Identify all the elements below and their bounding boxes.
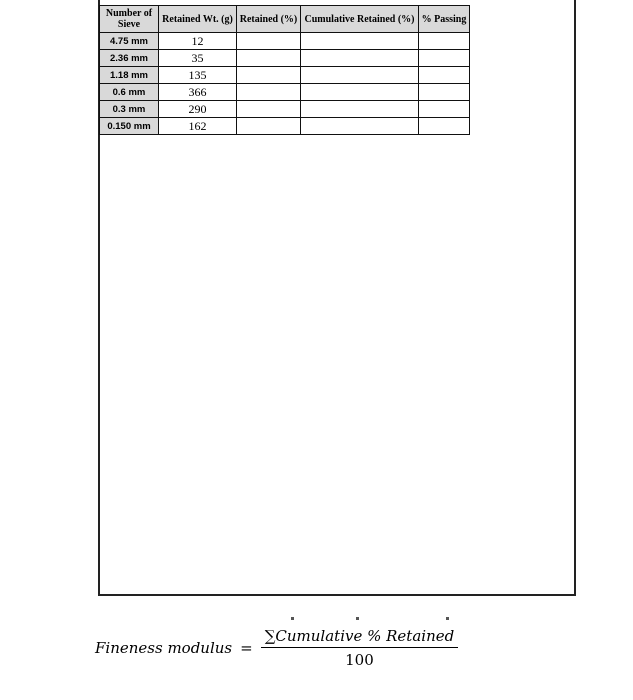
- formula-lhs: Fineness modulus: [95, 639, 233, 657]
- formula-fraction: [261, 627, 459, 669]
- sieve-size-cell: 4.75 mm: [100, 33, 159, 50]
- stray-mark: [446, 617, 449, 620]
- retained-wt-cell: 135: [159, 67, 237, 84]
- retained-percent-cell[interactable]: [237, 33, 301, 50]
- percent-passing-cell[interactable]: [419, 84, 470, 101]
- sieve-size-cell: 0.150 mm: [100, 118, 159, 135]
- header-retained-percent: Retained (%): [237, 6, 301, 33]
- sieve-size-cell: 1.18 mm: [100, 67, 159, 84]
- table-row: [100, 33, 470, 50]
- formula-equals: =: [240, 639, 253, 657]
- cumulative-retained-cell[interactable]: [301, 33, 419, 50]
- retained-wt-cell: 290: [159, 101, 237, 118]
- cumulative-retained-cell[interactable]: [301, 84, 419, 101]
- cumulative-retained-cell[interactable]: [301, 50, 419, 67]
- retained-wt-cell: 366: [159, 84, 237, 101]
- formula-denominator: 100: [345, 651, 374, 669]
- percent-passing-cell[interactable]: [419, 33, 470, 50]
- percent-passing-cell[interactable]: [419, 118, 470, 135]
- retained-wt-cell: 35: [159, 50, 237, 67]
- table-header-row: [100, 6, 470, 33]
- formula-numerator: ∑Cumulative % Retained: [261, 627, 459, 648]
- table-row: [100, 118, 470, 135]
- sieve-size-cell: 2.36 mm: [100, 50, 159, 67]
- table-row: [100, 67, 470, 84]
- retained-percent-cell[interactable]: [237, 84, 301, 101]
- retained-percent-cell[interactable]: [237, 50, 301, 67]
- sieve-size-cell: 0.3 mm: [100, 101, 159, 118]
- retained-percent-cell[interactable]: [237, 118, 301, 135]
- retained-wt-cell: 12: [159, 33, 237, 50]
- table-row: [100, 50, 470, 67]
- header-cumulative-retained: Cumulative Retained (%): [301, 6, 419, 33]
- cumulative-retained-cell[interactable]: [301, 67, 419, 84]
- retained-percent-cell[interactable]: [237, 101, 301, 118]
- stray-mark: [291, 617, 294, 620]
- sieve-size-cell: 0.6 mm: [100, 84, 159, 101]
- percent-passing-cell[interactable]: [419, 50, 470, 67]
- sieve-analysis-table: [99, 5, 470, 135]
- stray-mark: [356, 617, 359, 620]
- cumulative-retained-cell[interactable]: [301, 118, 419, 135]
- header-retained-wt: Retained Wt. (g): [159, 6, 237, 33]
- table-row: [100, 101, 470, 118]
- fineness-modulus-formula: [95, 627, 458, 669]
- percent-passing-cell[interactable]: [419, 67, 470, 84]
- retained-wt-cell: 162: [159, 118, 237, 135]
- table-row: [100, 84, 470, 101]
- header-number-of-sieve: Number of Sieve: [100, 6, 159, 33]
- percent-passing-cell[interactable]: [419, 101, 470, 118]
- retained-percent-cell[interactable]: [237, 67, 301, 84]
- cumulative-retained-cell[interactable]: [301, 101, 419, 118]
- header-percent-passing: % Passing: [419, 6, 470, 33]
